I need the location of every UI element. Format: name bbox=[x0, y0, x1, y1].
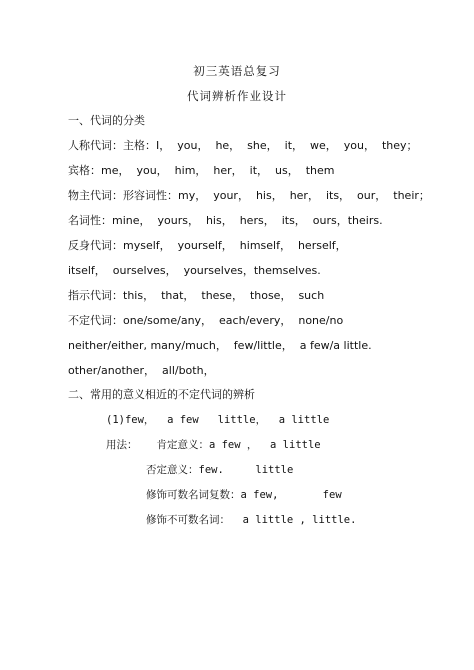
section-2-heading: 二、常用的意义相近的不定代词的辨析 bbox=[68, 388, 255, 401]
personal-pronouns-object-line: 宾格：me， you， him， her， it， us， them bbox=[68, 164, 335, 177]
usage-negative-line: 否定意义：few. little bbox=[146, 464, 294, 476]
demonstrative-pronouns-line: 指示代词：this， that， these， those， such bbox=[68, 289, 325, 302]
personal-pronouns-subject-line: 人称代词：主格：I， you， he， she， it， we， you， they； bbox=[68, 139, 418, 152]
indefinite-pronouns-line-2: neither/either, many/much， few/little， a few/a little. bbox=[68, 339, 372, 352]
document-title: 初三英语总复习 bbox=[193, 64, 281, 78]
indefinite-pronouns-line-1: 不定代词：one/some/any， each/every， none/no bbox=[68, 314, 344, 327]
reflexive-pronouns-line-2: itself， ourselves， yourselves，themselves. bbox=[68, 264, 321, 277]
uncountable-noun-line: 修饰不可数名词： a little , little. bbox=[146, 514, 357, 526]
usage-affirmative-line: 用法： 肯定意义：a few ， a little bbox=[106, 439, 321, 451]
section-1-heading: 一、代词的分类 bbox=[68, 114, 145, 127]
possessive-noun-line: 名词性：mine， yours， his， hers， its， ours，theirs. bbox=[68, 214, 383, 227]
possessive-adjective-line: 物主代词：形容词性：my， your， his， her， its， our， their； bbox=[68, 189, 430, 202]
countable-noun-line: 修饰可数名词复数：a few, few bbox=[146, 489, 342, 501]
document-subtitle: 代词辨析作业设计 bbox=[187, 89, 287, 103]
item-1-heading: (1)few， a few little， a little bbox=[106, 414, 330, 426]
indefinite-pronouns-line-3: other/another， all/both， bbox=[68, 364, 215, 377]
reflexive-pronouns-line-1: 反身代词：myself， yourself， himself， herself， bbox=[68, 239, 347, 252]
